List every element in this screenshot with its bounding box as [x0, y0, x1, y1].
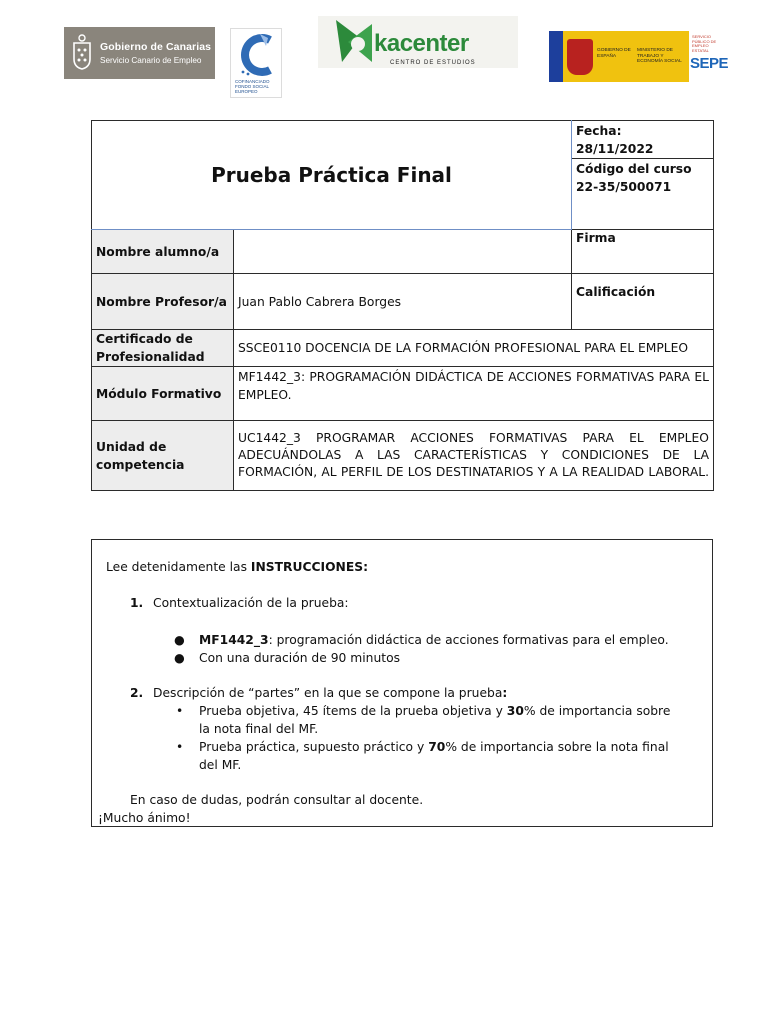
fecha-value: 28/11/2022 [576, 142, 654, 156]
alumno-label: Nombre alumno/a [92, 230, 234, 274]
instructions-intro-text: Lee detenidamente las [106, 560, 251, 574]
fse-c-icon [234, 32, 278, 78]
bullet-percent: 30 [506, 704, 524, 718]
bullet-item-text [199, 631, 669, 649]
instructions-intro [106, 558, 368, 576]
spain-shield-icon [567, 39, 593, 75]
codigo-value: 22-35/500071 [576, 180, 672, 194]
bullet-icon: • [176, 704, 184, 718]
gobierno-espana-text: GOBIERNO DE ESPAÑA [597, 48, 631, 59]
canarias-logo-line1: Gobierno de Canarias [100, 41, 212, 53]
sepe-small-text: SERVICIO PÚBLICO DE EMPLEO ESTATAL [692, 34, 717, 53]
profesor-value: Juan Pablo Cabrera Borges [234, 274, 572, 330]
kacenter-name: kacenter [374, 30, 469, 57]
bullet-text: : programación didáctica de acciones formativas para el empleo. [268, 633, 669, 647]
fondo-social-europeo-logo [230, 28, 282, 98]
ministerio-text: MINISTERIO DE TRABAJO Y ECONOMÍA SOCIAL [637, 48, 682, 64]
firma-label: Firma [572, 230, 714, 274]
bullet-icon: ● [174, 651, 185, 665]
exam-header-table [91, 120, 714, 491]
codigo-label: Código del curso [576, 162, 692, 176]
unidad-label: Unidad de competencia [92, 421, 234, 491]
animo-text: ¡Mucho ánimo! [98, 811, 191, 825]
instructions-intro-bold: INSTRUCCIONES: [250, 560, 368, 574]
sepe-name: SEPE [690, 55, 729, 72]
sepe-logo [549, 31, 729, 82]
list-item-2-colon: : [502, 686, 508, 700]
list-item-2-text-main: Descripción de “partes” en la que se compone la prueba [153, 686, 503, 700]
list-item-1-text: Contextualización de la prueba: [153, 596, 349, 610]
unidad-value: UC1442_3 PROGRAMAR ACCIONES FORMATIVAS PARA EL EMPLEO ADECUÁNDOLAS A LAS CARACTERÍSTICAS Y CONDICIONES DE LA FORMACIÓN, AL PERFIL DE LOS DESTINATARIOS Y A LA REALIDAD LABORAL. [234, 421, 714, 491]
modulo-label: Módulo Formativo [92, 367, 234, 421]
bullet-text: % de importancia sobre [523, 704, 671, 718]
bullet-item-text: Con una duración de 90 minutos [199, 651, 401, 665]
list-item-1-number: 1. [130, 596, 144, 610]
bullet-code: MF1442_3 [199, 633, 269, 647]
list-item-2-number: 2. [130, 686, 144, 700]
kacenter-logo [318, 16, 518, 68]
bullet-text: Prueba práctica, supuesto práctico y [199, 740, 429, 754]
kacenter-k-icon [332, 18, 376, 66]
fse-caption: COFINANCIADO FONDO SOCIAL EUROPEO [235, 79, 270, 94]
modulo-value: MF1442_3: PROGRAMACIÓN DIDÁCTICA DE ACCIONES FORMATIVAS PARA EL EMPLEO. [234, 367, 714, 421]
calificacion-label: Calificación [572, 274, 714, 330]
bullet-icon: ● [174, 633, 185, 647]
bullet-item [174, 631, 185, 649]
kacenter-tagline: CENTRO DE ESTUDIOS [390, 60, 476, 66]
profesor-label: Nombre Profesor/a [92, 274, 234, 330]
list-item-1 [130, 594, 349, 612]
codigo-cell [572, 159, 714, 230]
alumno-input[interactable] [234, 230, 572, 274]
bullet-text: % de importancia sobre la nota final [445, 740, 669, 754]
bullet-item-text-cont: del MF. [199, 758, 242, 772]
certificado-value: SSCE0110 DOCENCIA DE LA FORMACIÓN PROFESIONAL PARA EL EMPLEO [234, 330, 714, 367]
fecha-cell [572, 121, 714, 159]
coat-of-arms-icon [70, 33, 94, 73]
canarias-logo-line2: Servicio Canario de Empleo [100, 56, 202, 65]
eu-flag-strip [549, 31, 563, 82]
bullet-text: Prueba objetiva, 45 ítems de la prueba objetiva y [199, 704, 507, 718]
gobierno-canarias-logo [64, 27, 215, 79]
bullet-item [176, 702, 183, 720]
fecha-label: Fecha: [576, 124, 622, 138]
bullet-percent: 70 [428, 740, 446, 754]
bullet-item [174, 649, 185, 667]
instructions-box [91, 539, 713, 827]
dudas-text: En caso de dudas, podrán consultar al docente. [130, 793, 424, 807]
list-item-2 [130, 684, 508, 702]
bullet-item-text [199, 702, 670, 720]
bullet-item-text-cont: la nota final del MF. [199, 722, 319, 736]
certificado-label: Certificado de Profesionalidad [92, 330, 234, 367]
list-item-2-text [153, 684, 507, 702]
bullet-icon: • [176, 740, 184, 754]
bullet-item-text [199, 738, 669, 756]
page-title: Prueba Práctica Final [92, 121, 572, 230]
bullet-item [176, 738, 183, 756]
